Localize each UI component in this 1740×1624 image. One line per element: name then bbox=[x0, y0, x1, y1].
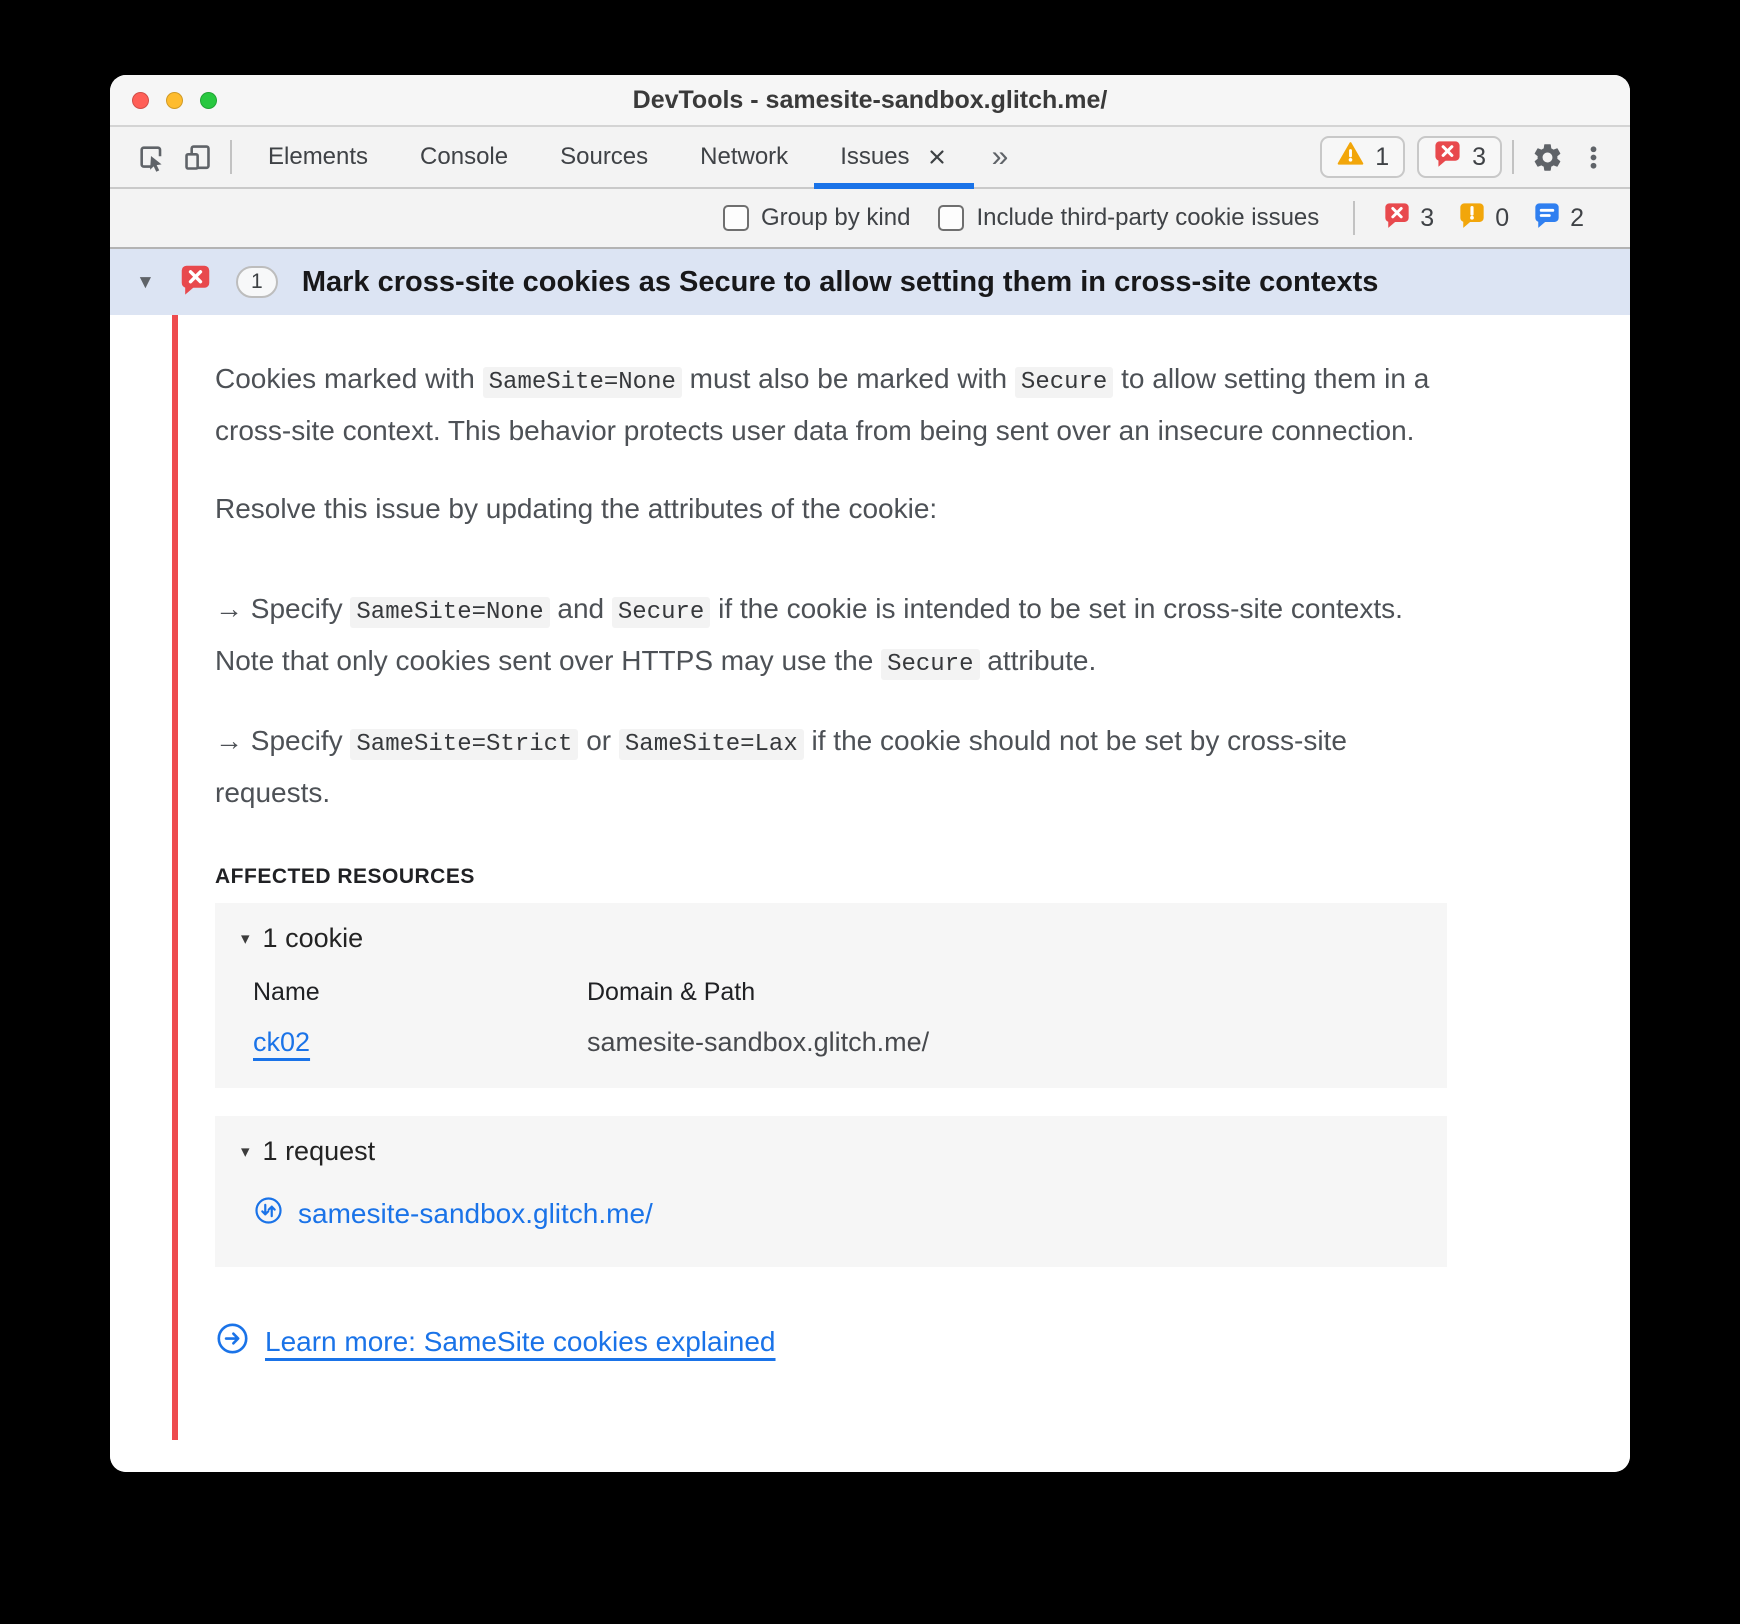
cookie-resources-box bbox=[215, 903, 1447, 1088]
text-segment: if the cookie should not be set by cross-site requests. bbox=[215, 725, 1347, 808]
warnings-count: 1 bbox=[1375, 142, 1390, 171]
window-title: DevTools - samesite-sandbox.glitch.me/ bbox=[632, 85, 1108, 114]
issues-bubble-icon bbox=[1433, 139, 1462, 175]
tabbar-spacer bbox=[1026, 127, 1308, 187]
more-tabs-button[interactable]: » bbox=[991, 140, 1009, 173]
cookie-section-label: 1 cookie bbox=[262, 923, 364, 953]
group-by-kind-label: Group by kind bbox=[761, 204, 911, 231]
devtools-tabbar bbox=[110, 127, 1630, 189]
traffic-lights bbox=[132, 75, 217, 125]
section-triangle-icon[interactable]: ▾ bbox=[241, 1142, 250, 1161]
request-link[interactable]: samesite-sandbox.glitch.me/ bbox=[298, 1198, 653, 1229]
toolbar-divider bbox=[1512, 140, 1514, 174]
device-toolbar-button[interactable] bbox=[174, 127, 220, 187]
request-icon bbox=[253, 1195, 284, 1233]
cookie-name-link[interactable]: ck02 bbox=[253, 1027, 311, 1057]
external-arrow-icon bbox=[215, 1321, 250, 1363]
settings-button[interactable] bbox=[1524, 127, 1570, 187]
request-resources-box bbox=[215, 1116, 1447, 1267]
issue-body bbox=[110, 315, 1630, 1472]
cookie-domain-path: samesite-sandbox.glitch.me/ bbox=[587, 1027, 930, 1057]
issue-resolution-option-1 bbox=[215, 585, 1450, 689]
text-segment: attribute. bbox=[979, 645, 1097, 676]
inspect-element-button[interactable] bbox=[128, 127, 174, 187]
issue-kind-icon bbox=[179, 263, 212, 301]
error-count-indicator bbox=[1383, 201, 1434, 236]
inline-code: Secure bbox=[881, 649, 979, 680]
request-section-label: 1 request bbox=[262, 1136, 376, 1166]
learn-more-link[interactable]: Learn more: SameSite cookies explained bbox=[265, 1326, 776, 1357]
text-segment: Resolve this issue by updating the attributes of the cookie: bbox=[215, 493, 938, 524]
issues-count: 3 bbox=[1472, 142, 1486, 171]
request-section-toggle[interactable] bbox=[241, 1136, 1421, 1167]
three-dots-icon bbox=[1579, 143, 1608, 172]
window-zoom-button[interactable] bbox=[200, 92, 217, 109]
warning-count-indicator bbox=[1458, 201, 1509, 236]
main-menu-button[interactable] bbox=[1570, 127, 1616, 187]
text-segment: → Specify bbox=[215, 725, 351, 756]
affected-resources-heading: AFFECTED RESOURCES bbox=[215, 865, 475, 888]
inline-code: SameSite=Strict bbox=[350, 729, 578, 760]
section-triangle-icon[interactable]: ▾ bbox=[241, 929, 250, 948]
issue-header[interactable] bbox=[110, 249, 1630, 315]
tab-network[interactable]: Network bbox=[700, 143, 789, 170]
include-third-party-label: Include third-party cookie issues bbox=[976, 204, 1320, 231]
inline-code: SameSite=Lax bbox=[619, 729, 804, 760]
info-count-indicator bbox=[1533, 201, 1584, 236]
devtools-window bbox=[110, 75, 1630, 1472]
tab-elements[interactable]: Elements bbox=[268, 143, 369, 170]
text-segment: or bbox=[578, 725, 619, 756]
table-row bbox=[253, 1027, 587, 1058]
info-bubble-icon bbox=[1533, 201, 1561, 236]
warning-triangle-icon bbox=[1336, 139, 1365, 175]
cookie-table bbox=[253, 978, 1421, 1058]
cookie-section-toggle[interactable] bbox=[241, 923, 1421, 954]
issue-count-badge: 1 bbox=[236, 266, 278, 298]
checkbox-box[interactable] bbox=[938, 205, 964, 231]
text-segment: must also be marked with bbox=[681, 363, 1015, 394]
collapse-triangle-icon[interactable]: ▼ bbox=[136, 271, 155, 293]
error-count-value: 3 bbox=[1420, 203, 1435, 232]
window-close-button[interactable] bbox=[132, 92, 149, 109]
error-bubble-icon bbox=[1383, 201, 1411, 236]
toolbar-divider bbox=[1353, 201, 1355, 235]
include-third-party-checkbox[interactable] bbox=[938, 204, 1319, 232]
tab-console[interactable]: Console bbox=[420, 143, 509, 170]
inline-code: SameSite=None bbox=[483, 367, 682, 398]
inline-code: Secure bbox=[1015, 367, 1113, 398]
inline-code: Secure bbox=[612, 597, 710, 628]
column-header-name: Name bbox=[253, 978, 320, 1006]
learn-more-row bbox=[215, 1321, 1550, 1363]
text-segment: if the cookie is intended to be set in cross-site contexts. Note that only cookies sent over HTTPS may use the bbox=[215, 593, 1403, 676]
tab-issues[interactable] bbox=[814, 127, 973, 187]
tab-issues-label: Issues bbox=[840, 143, 910, 170]
close-issues-tab-icon[interactable] bbox=[926, 146, 948, 168]
issue-accent-line bbox=[172, 315, 178, 1440]
inspect-cursor-icon bbox=[136, 142, 167, 173]
warnings-counter-button[interactable] bbox=[1320, 136, 1405, 178]
issue-title: Mark cross-site cookies as Secure to allow setting them in cross-site contexts bbox=[301, 265, 1379, 298]
device-toolbar-icon bbox=[182, 142, 213, 173]
info-count-value: 2 bbox=[1570, 203, 1584, 232]
text-segment: Cookies marked with bbox=[215, 363, 483, 394]
issues-counter-button[interactable] bbox=[1417, 136, 1502, 178]
issue-resolution-option-2 bbox=[215, 717, 1450, 817]
warning-bubble-icon bbox=[1458, 201, 1486, 236]
warning-count-value: 0 bbox=[1495, 203, 1510, 232]
issue-resolution-intro bbox=[215, 485, 1450, 533]
inline-code: SameSite=None bbox=[350, 597, 549, 628]
window-minimize-button[interactable] bbox=[166, 92, 183, 109]
tab-sources[interactable]: Sources bbox=[560, 143, 649, 170]
issue-description bbox=[215, 355, 1450, 455]
group-by-kind-checkbox[interactable] bbox=[723, 204, 910, 232]
column-header-domain-path: Domain & Path bbox=[587, 978, 756, 1006]
issues-toolbar bbox=[110, 189, 1630, 249]
text-segment: to allow setting them in a cross-site context. This behavior protects user data from being sent over an insecure connection. bbox=[215, 363, 1430, 446]
text-segment: → Specify bbox=[215, 593, 351, 624]
window-titlebar bbox=[110, 75, 1630, 127]
request-row bbox=[253, 1195, 1421, 1233]
toolbar-divider bbox=[230, 140, 232, 174]
gear-icon bbox=[1531, 141, 1564, 174]
checkbox-box[interactable] bbox=[723, 205, 749, 231]
text-segment: and bbox=[549, 593, 612, 624]
